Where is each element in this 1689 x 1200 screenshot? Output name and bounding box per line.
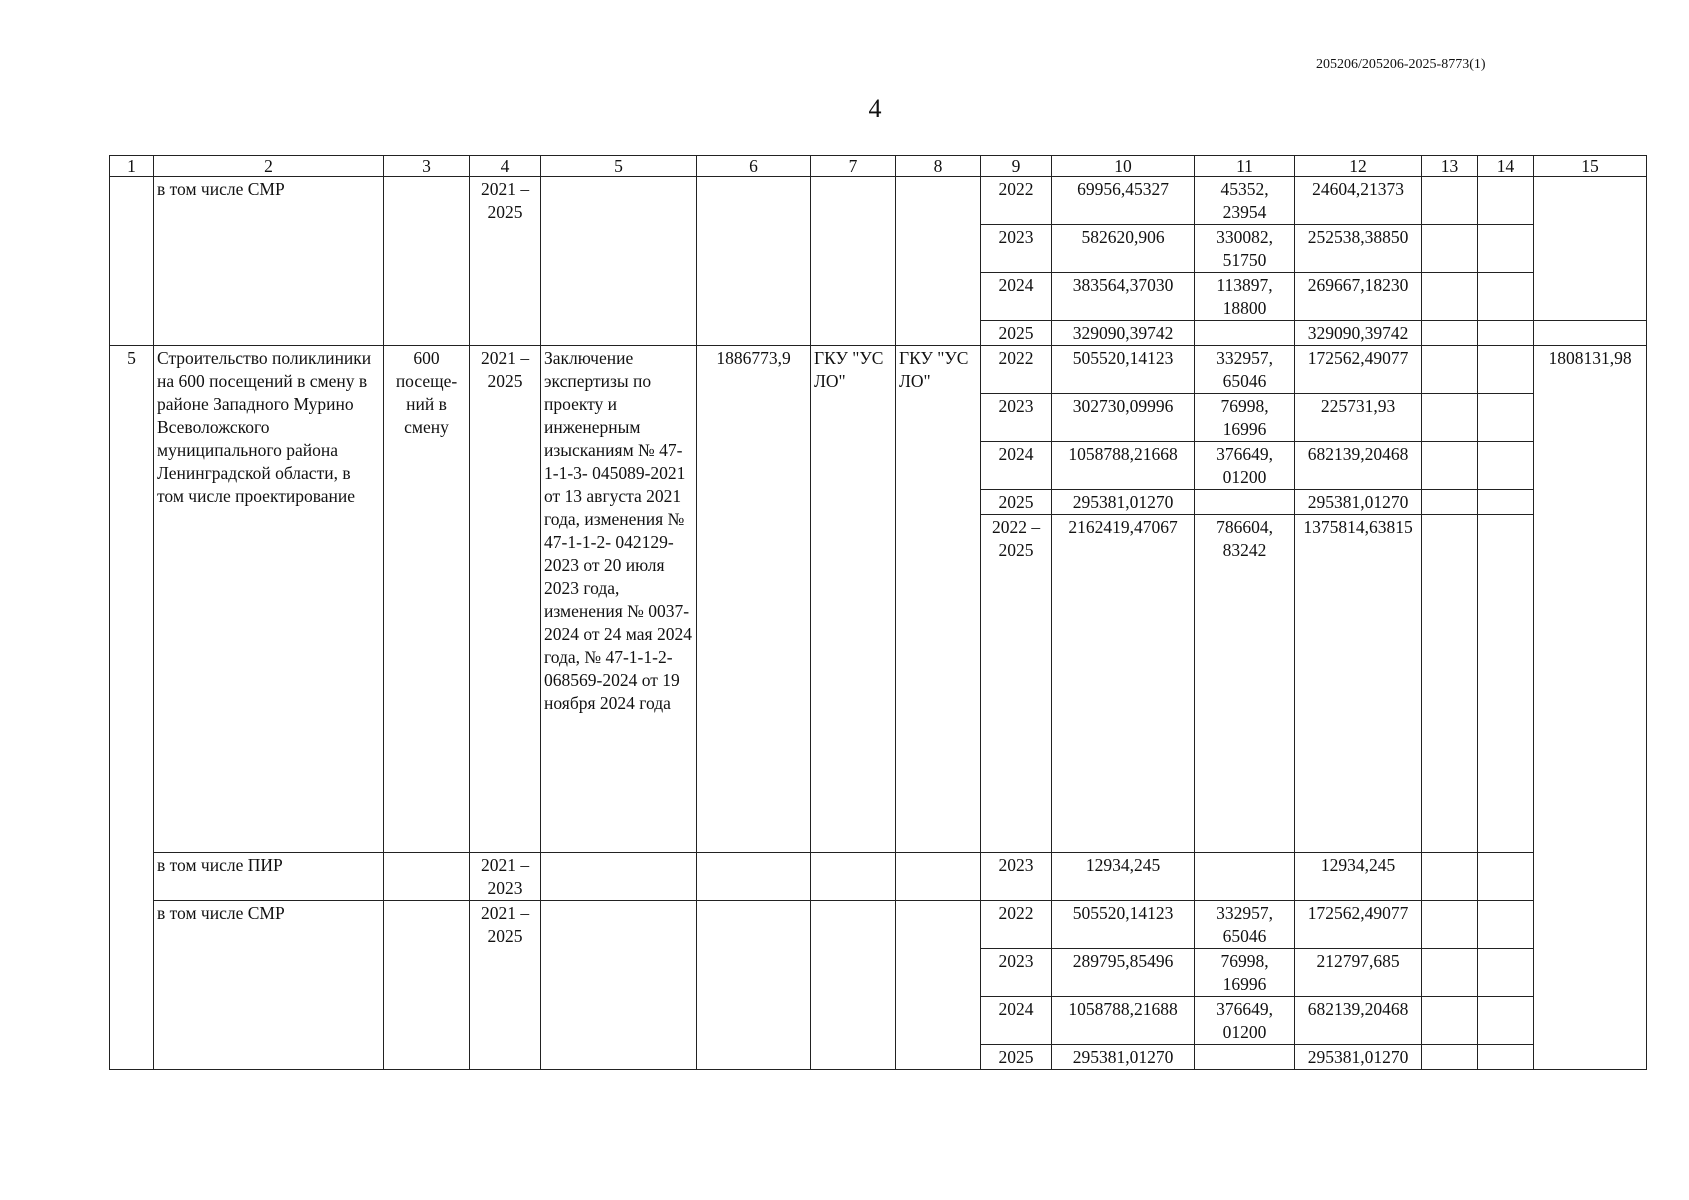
amount-federal-cell: 376649, 01200	[1195, 442, 1295, 490]
expertise-cell	[541, 177, 697, 346]
item-developer: ГКУ "УС ЛО"	[896, 346, 981, 853]
amount-federal-cell: 330082, 51750	[1195, 225, 1295, 273]
column-header: 10	[1052, 156, 1195, 177]
amount-regional-cell: 269667,18230	[1295, 273, 1422, 321]
year-cell: 2023	[981, 853, 1052, 901]
col14-cell	[1478, 346, 1534, 394]
capacity-cell	[384, 901, 470, 1070]
amount-regional-cell: 252538,38850	[1295, 225, 1422, 273]
amount-regional-cell: 295381,01270	[1295, 490, 1422, 515]
col13-cell	[1422, 515, 1478, 853]
column-header: 3	[384, 156, 470, 177]
expertise-cell	[541, 853, 697, 901]
year-cell: 2024	[981, 997, 1052, 1045]
col14-cell	[1478, 394, 1534, 442]
col13-cell	[1422, 346, 1478, 394]
item-expertise: Заключение экспертизы по проекту и инженерным изысканиям № 47-1-1-3- 045089-2021 от 13 августа 2021 года, изменения № 47-1-1-2- 042129-2023 от 20 июля 2023 года, изменения № 0037-2024 от 24 мая 2024 года, № 47-1-1-2- 068569-2024 от 19 ноября 2024 года	[541, 346, 697, 853]
pir-period: 2021 – 2023	[470, 853, 541, 901]
year-cell: 2022	[981, 177, 1052, 225]
col14-cell	[1478, 997, 1534, 1045]
item5-row	[110, 346, 1647, 394]
amount-regional-cell: 329090,39742	[1295, 321, 1422, 346]
col13-cell	[1422, 901, 1478, 949]
amount-regional-cell: 24604,21373	[1295, 177, 1422, 225]
amount-total-cell: 329090,39742	[1052, 321, 1195, 346]
customer-cell	[811, 177, 896, 346]
budget-table	[109, 155, 1647, 1070]
col13-cell	[1422, 1045, 1478, 1070]
page-number: 4	[868, 94, 882, 123]
amount-total-cell: 582620,906	[1052, 225, 1195, 273]
column-header: 12	[1295, 156, 1422, 177]
item-customer: ГКУ "УС ЛО"	[811, 346, 896, 853]
col14-cell	[1478, 442, 1534, 490]
col13-cell	[1422, 177, 1478, 225]
smr-label: в том числе СМР	[154, 901, 384, 1070]
col14-cell	[1478, 225, 1534, 273]
amount-total-cell: 302730,09996	[1052, 394, 1195, 442]
column-header: 5	[541, 156, 697, 177]
developer-cell	[896, 853, 981, 901]
amount-regional-cell: 212797,685	[1295, 949, 1422, 997]
smr-row	[110, 177, 1647, 225]
year-cell: 2023	[981, 225, 1052, 273]
amount-federal-cell: 76998, 16996	[1195, 949, 1295, 997]
amount-federal-cell	[1195, 490, 1295, 515]
col14-cell	[1478, 490, 1534, 515]
col14-cell	[1478, 273, 1534, 321]
col14-cell	[1478, 853, 1534, 901]
item-label: в том числе СМР	[154, 177, 384, 346]
amount-total-cell: 289795,85496	[1052, 949, 1195, 997]
amount-federal-cell: 376649, 01200	[1195, 997, 1295, 1045]
column-header: 7	[811, 156, 896, 177]
item-number: 5	[110, 346, 154, 1070]
num-cell	[110, 177, 154, 346]
year-cell: 2024	[981, 273, 1052, 321]
col13-cell	[1422, 490, 1478, 515]
column-header: 1	[110, 156, 154, 177]
customer-cell	[811, 901, 896, 1070]
customer-cell	[811, 853, 896, 901]
cost-cell	[697, 177, 811, 346]
smr-period: 2021 – 2025	[470, 901, 541, 1070]
amount-total-cell: 2162419,47067	[1052, 515, 1195, 853]
column-header: 4	[470, 156, 541, 177]
col15-cell	[1534, 321, 1647, 346]
col13-cell	[1422, 442, 1478, 490]
column-header: 6	[697, 156, 811, 177]
column-header: 9	[981, 156, 1052, 177]
col13-cell	[1422, 997, 1478, 1045]
amount-regional-cell: 682139,20468	[1295, 442, 1422, 490]
developer-cell	[896, 901, 981, 1070]
amount-total-cell: 505520,14123	[1052, 346, 1195, 394]
amount-regional-cell: 12934,245	[1295, 853, 1422, 901]
amount-federal-cell: 76998, 16996	[1195, 394, 1295, 442]
capacity-cell	[384, 853, 470, 901]
amount-regional-cell: 295381,01270	[1295, 1045, 1422, 1070]
col13-cell	[1422, 273, 1478, 321]
amount-federal-cell: 113897, 18800	[1195, 273, 1295, 321]
column-header: 15	[1534, 156, 1647, 177]
cost-cell	[697, 853, 811, 901]
col15-cell	[1534, 177, 1647, 321]
amount-federal-cell: 332957, 65046	[1195, 346, 1295, 394]
expertise-cell	[541, 901, 697, 1070]
smr-row	[110, 901, 1647, 949]
pir-row	[110, 853, 1647, 901]
year-cell: 2022	[981, 346, 1052, 394]
year-cell: 2023	[981, 949, 1052, 997]
col14-cell	[1478, 515, 1534, 853]
amount-total-cell: 12934,245	[1052, 853, 1195, 901]
amount-federal-cell: 45352, 23954	[1195, 177, 1295, 225]
amount-total-cell: 383564,37030	[1052, 273, 1195, 321]
item-capacity: 600 посеще- ний в смену	[384, 346, 470, 853]
col14-cell	[1478, 1045, 1534, 1070]
year-cell: 2025	[981, 490, 1052, 515]
col13-cell	[1422, 853, 1478, 901]
column-header: 13	[1422, 156, 1478, 177]
amount-total-cell: 295381,01270	[1052, 1045, 1195, 1070]
column-header: 14	[1478, 156, 1534, 177]
item-name: Строительство поликлиники на 600 посещений в смену в районе Западного Мурино Всеволожского муниципального района Ленинградской области, в том числе проектирование	[154, 346, 384, 853]
pir-label: в том числе ПИР	[154, 853, 384, 901]
col14-cell	[1478, 321, 1534, 346]
document-id: 205206/205206-2025-8773(1)	[1316, 57, 1486, 72]
amount-total-cell: 1058788,21688	[1052, 997, 1195, 1045]
amount-federal-cell: 786604, 83242	[1195, 515, 1295, 853]
cost-cell	[697, 901, 811, 1070]
amount-federal-cell	[1195, 321, 1295, 346]
amount-regional-cell: 682139,20468	[1295, 997, 1422, 1045]
col14-cell	[1478, 949, 1534, 997]
period-cell: 2021 – 2025	[470, 177, 541, 346]
amount-regional-cell: 1375814,63815	[1295, 515, 1422, 853]
col13-cell	[1422, 225, 1478, 273]
amount-total-cell: 69956,45327	[1052, 177, 1195, 225]
year-cell: 2025	[981, 321, 1052, 346]
header-row	[110, 156, 1647, 177]
capacity-cell	[384, 177, 470, 346]
item-period: 2021 – 2025	[470, 346, 541, 853]
amount-regional-cell: 225731,93	[1295, 394, 1422, 442]
amount-regional-cell: 172562,49077	[1295, 901, 1422, 949]
year-cell: 2024	[981, 442, 1052, 490]
amount-federal-cell	[1195, 1045, 1295, 1070]
year-cell: 2022	[981, 901, 1052, 949]
amount-regional-cell: 172562,49077	[1295, 346, 1422, 394]
amount-total-cell: 1058788,21668	[1052, 442, 1195, 490]
developer-cell	[896, 177, 981, 346]
amount-total-cell: 295381,01270	[1052, 490, 1195, 515]
col14-cell	[1478, 901, 1534, 949]
year-cell: 2023	[981, 394, 1052, 442]
col13-cell	[1422, 321, 1478, 346]
amount-federal-cell: 332957, 65046	[1195, 901, 1295, 949]
item-cost: 1886773,9	[697, 346, 811, 853]
column-header: 2	[154, 156, 384, 177]
column-header: 8	[896, 156, 981, 177]
col13-cell	[1422, 394, 1478, 442]
amount-total-cell: 505520,14123	[1052, 901, 1195, 949]
year-cell: 2022 – 2025	[981, 515, 1052, 853]
column-header: 11	[1195, 156, 1295, 177]
col13-cell	[1422, 949, 1478, 997]
year-cell: 2025	[981, 1045, 1052, 1070]
amount-federal-cell	[1195, 853, 1295, 901]
col14-cell	[1478, 177, 1534, 225]
item-col15: 1808131,98	[1534, 346, 1647, 1070]
